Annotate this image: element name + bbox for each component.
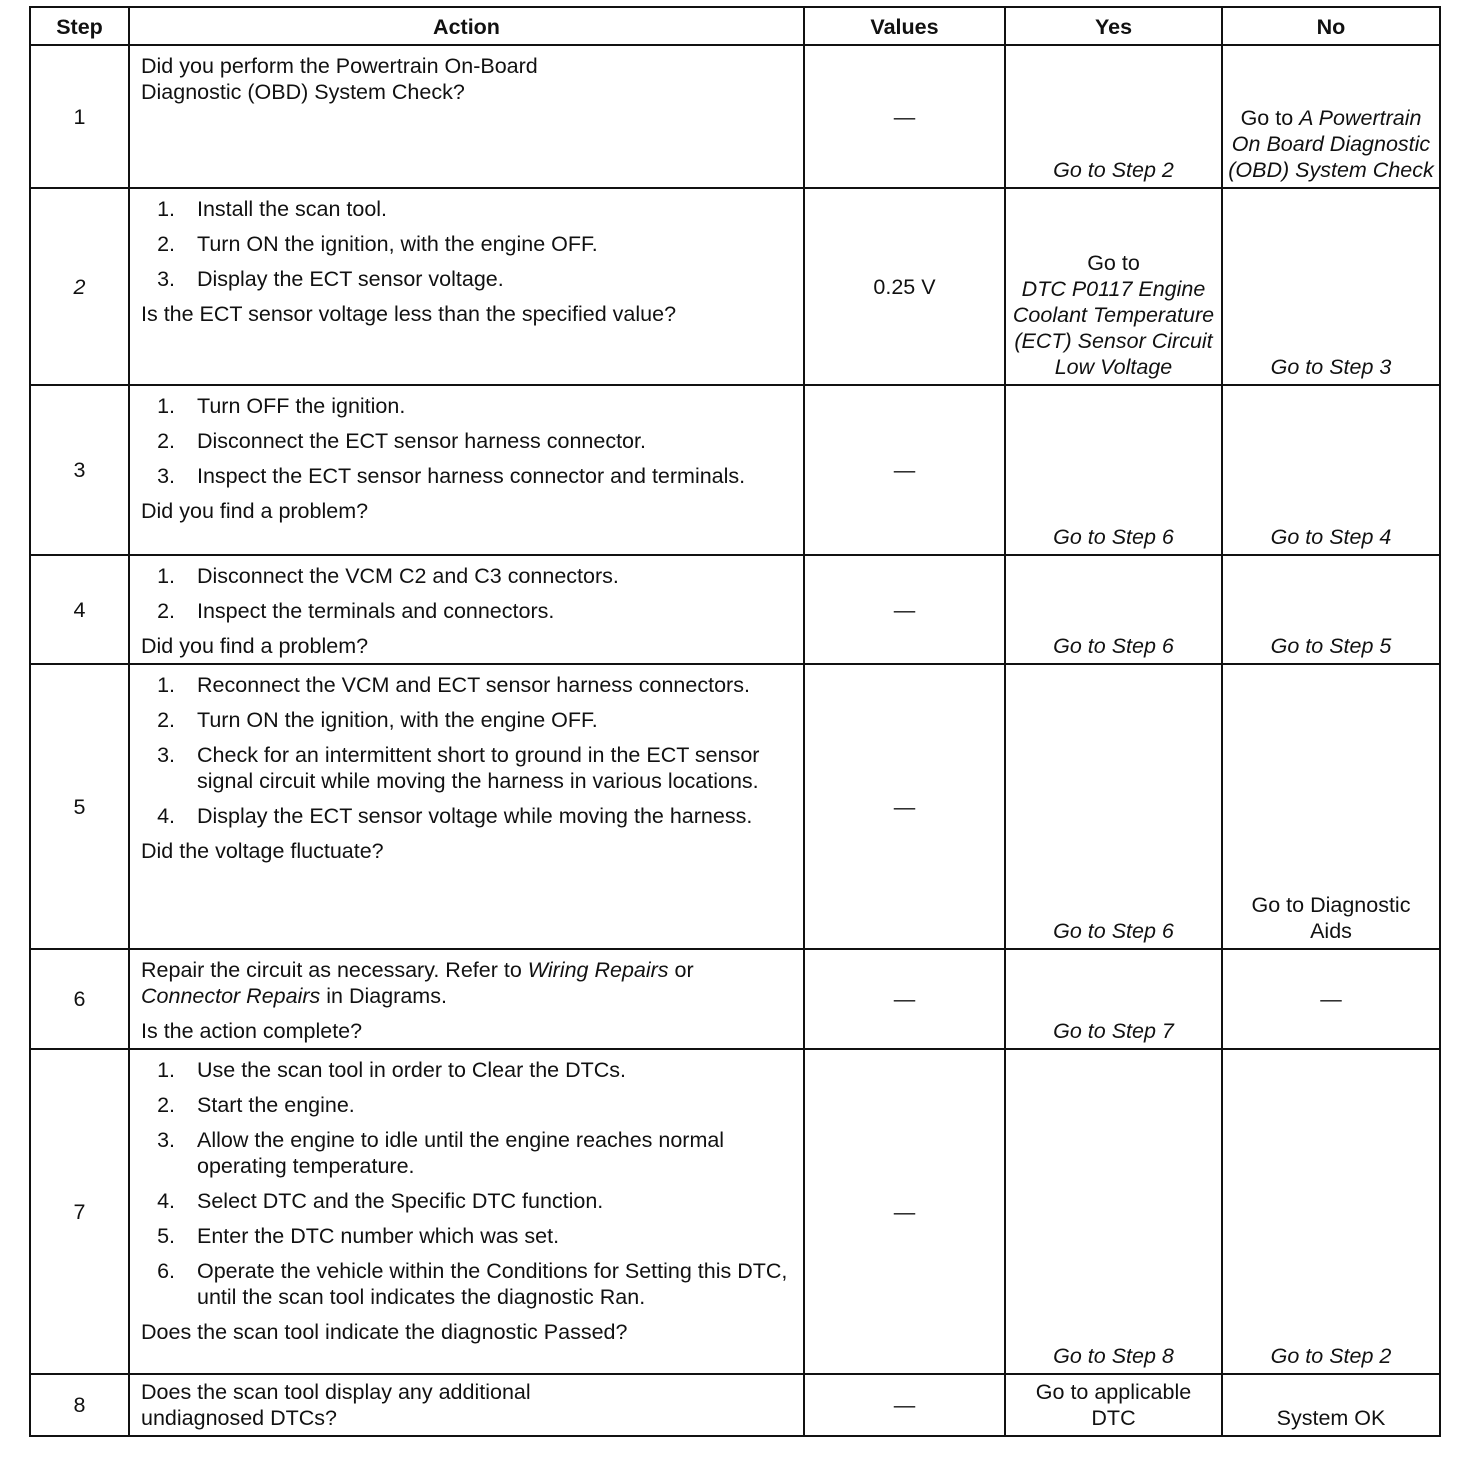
list-item: 6. Operate the vehicle within the Conditions for Setting this DTC, until the scan tool indicates the diagnostic Ran. <box>157 1259 788 1309</box>
no-link[interactable]: A Powertrain On Board Diagnostic (OBD) System Check <box>1228 106 1434 182</box>
no-cell: System OK <box>1222 1374 1440 1436</box>
action-cell <box>129 1374 804 1436</box>
header-yes: Yes <box>1005 7 1222 45</box>
list-item: 1. Install the scan tool. <box>157 197 388 221</box>
action-cell <box>129 45 804 188</box>
connector-repairs-link[interactable]: Connector Repairs <box>141 984 321 1008</box>
table-row <box>30 949 1440 1049</box>
step-number: 2 <box>30 188 129 385</box>
action-cell <box>129 385 804 555</box>
list-item: 2. Disconnect the ECT sensor harness connector. <box>157 429 646 453</box>
action-list <box>141 196 793 292</box>
table-row <box>30 385 1440 555</box>
action-cell <box>129 949 804 1049</box>
list-item: 3. Inspect the ECT sensor harness connector and terminals. <box>157 464 746 488</box>
action-text: Repair the circuit as necessary. Refer to Wiring Repairs or Connector Repairs in Diagrams. <box>141 958 694 1008</box>
header-step: Step <box>30 7 129 45</box>
table-row <box>30 188 1440 385</box>
list-item: 2. Turn ON the ignition, with the engine OFF. <box>157 232 598 256</box>
yes-cell: Go to applicable DTC <box>1005 1374 1222 1436</box>
action-text: Did you perform the Powertrain On-Board Diagnostic (OBD) System Check? <box>141 54 538 104</box>
action-cell <box>129 188 804 385</box>
yes-cell: Go to Step 2 <box>1005 45 1222 188</box>
wiring-repairs-link[interactable]: Wiring Repairs <box>527 958 669 982</box>
step-number: 8 <box>30 1374 129 1436</box>
action-list <box>141 672 793 829</box>
action-text: Does the scan tool display any additional undiagnosed DTCs? <box>141 1380 531 1430</box>
header-no: No <box>1222 7 1440 45</box>
no-cell: Go to Step 2 <box>1222 1049 1440 1374</box>
table-row <box>30 664 1440 949</box>
value-cell: — <box>804 664 1005 949</box>
yes-cell: Go to Step 8 <box>1005 1049 1222 1374</box>
step-number: 3 <box>30 385 129 555</box>
no-cell: Go to Step 4 <box>1222 385 1440 555</box>
header-values: Values <box>804 7 1005 45</box>
no-cell <box>1222 45 1440 188</box>
yes-cell <box>1005 188 1222 385</box>
list-item: 4. Select DTC and the Specific DTC function. <box>157 1189 604 1213</box>
list-item: 3. Display the ECT sensor voltage. <box>157 267 504 291</box>
action-question: Is the action complete? <box>141 1019 363 1043</box>
table-row <box>30 1049 1440 1374</box>
step-number: 4 <box>30 555 129 664</box>
list-item: 2. Turn ON the ignition, with the engine OFF. <box>157 708 598 732</box>
value-cell: — <box>804 1049 1005 1374</box>
step-number: 7 <box>30 1049 129 1374</box>
no-cell: Go to Step 5 <box>1222 555 1440 664</box>
action-list <box>141 1057 793 1310</box>
action-question: Did the voltage fluctuate? <box>141 839 384 863</box>
action-question: Did you find a problem? <box>141 634 369 658</box>
value-cell: — <box>804 1374 1005 1436</box>
action-cell <box>129 664 804 949</box>
action-cell <box>129 555 804 664</box>
header-row <box>30 7 1440 45</box>
list-item: 4. Display the ECT sensor voltage while moving the harness. <box>157 804 753 828</box>
table-row <box>30 555 1440 664</box>
no-cell: Go to Diagnostic Aids <box>1222 664 1440 949</box>
value-cell: — <box>804 385 1005 555</box>
yes-cell: Go to Step 6 <box>1005 555 1222 664</box>
action-cell <box>129 1049 804 1374</box>
no-cell: — <box>1222 949 1440 1049</box>
table-row <box>30 1374 1440 1436</box>
action-question: Did you find a problem? <box>141 499 369 523</box>
value-cell: 0.25 V <box>804 188 1005 385</box>
step-number: 5 <box>30 664 129 949</box>
action-list <box>141 563 793 624</box>
value-cell: — <box>804 555 1005 664</box>
yes-cell: Go to Step 7 <box>1005 949 1222 1049</box>
yes-link[interactable]: DTC P0117 Engine Coolant Temperature (ECT) Sensor Circuit Low Voltage <box>1012 277 1215 379</box>
diagnostic-table <box>29 6 1441 1437</box>
step-number: 6 <box>30 949 129 1049</box>
no-cell: Go to Step 3 <box>1222 188 1440 385</box>
table-row <box>30 45 1440 188</box>
yes-cell: Go to Step 6 <box>1005 664 1222 949</box>
no-prefix: Go to <box>1240 106 1300 130</box>
value-cell: — <box>804 949 1005 1049</box>
list-item: 2. Start the engine. <box>157 1093 355 1117</box>
value-cell: — <box>804 45 1005 188</box>
list-item: 5. Enter the DTC number which was set. <box>157 1224 560 1248</box>
list-item: 2. Inspect the terminals and connectors. <box>157 599 555 623</box>
yes-prefix: Go to <box>1087 251 1140 275</box>
action-question: Does the scan tool indicate the diagnostic Passed? <box>141 1320 628 1344</box>
list-item: 1. Disconnect the VCM C2 and C3 connectors. <box>157 564 619 588</box>
action-question: Is the ECT sensor voltage less than the specified value? <box>141 302 677 326</box>
header-action: Action <box>129 7 804 45</box>
action-list <box>141 393 793 489</box>
list-item: 3. Allow the engine to idle until the engine reaches normal operating temperature. <box>157 1128 725 1178</box>
step-number: 1 <box>30 45 129 188</box>
list-item: 1. Reconnect the VCM and ECT sensor harness connectors. <box>157 673 750 697</box>
list-item: 1. Turn OFF the ignition. <box>157 394 406 418</box>
list-item: 1. Use the scan tool in order to Clear the DTCs. <box>157 1058 626 1082</box>
yes-cell: Go to Step 6 <box>1005 385 1222 555</box>
list-item: 3. Check for an intermittent short to ground in the ECT sensor signal circuit while moving the harness in various locations. <box>157 743 760 793</box>
